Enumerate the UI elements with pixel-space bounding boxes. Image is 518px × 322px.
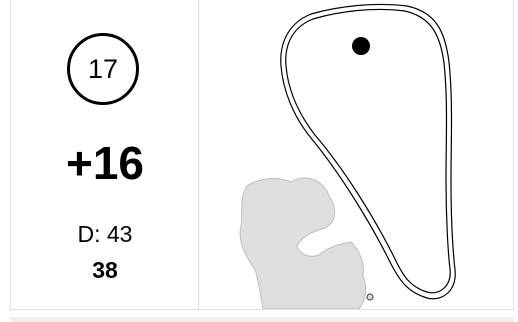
stroke-count: 38 [92, 257, 118, 283]
scorecard-frame [10, 0, 514, 310]
hole-number-badge [67, 33, 139, 105]
course-map-svg [199, 0, 513, 309]
fairway-outline-inner [286, 9, 450, 292]
ball-marker-icon [352, 37, 370, 55]
bottom-bar [10, 317, 514, 322]
score-to-par: +16 [65, 137, 145, 189]
hole-number: 17 [87, 53, 119, 84]
hazard-area [240, 178, 366, 309]
course-map[interactable] [199, 0, 513, 309]
pin-marker-icon [367, 294, 373, 300]
distance-readout: D: 43 [77, 221, 133, 247]
score-panel [11, 0, 199, 309]
